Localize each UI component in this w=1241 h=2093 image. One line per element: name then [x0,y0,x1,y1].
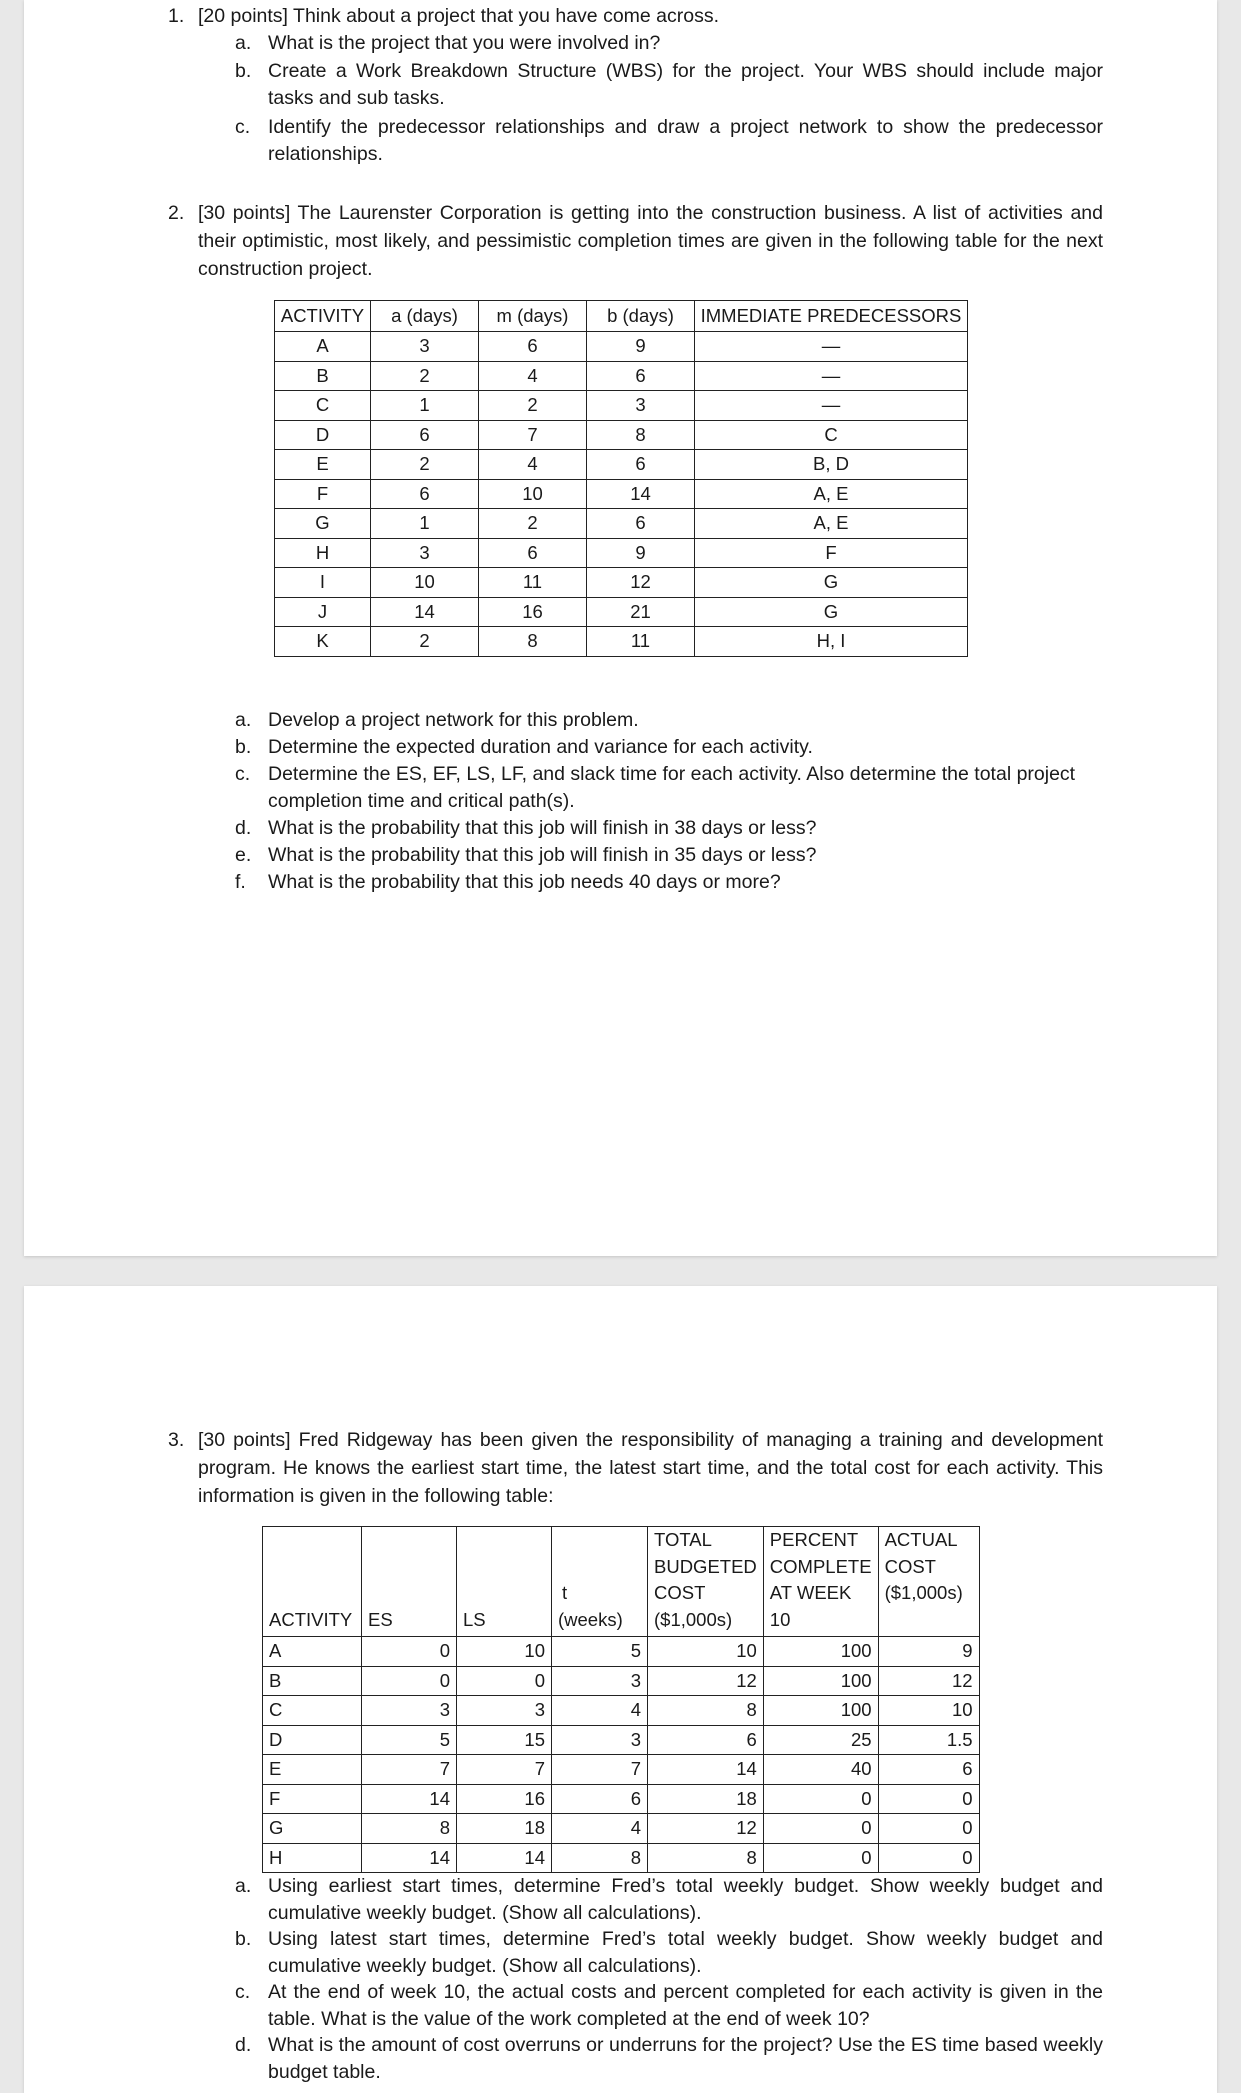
table-cell: H [263,1843,362,1873]
table-cell: 40 [763,1755,878,1785]
header-line: ($1,000s) [654,1608,733,1630]
part-text: Identify the predecessor relationships and draw a project network to show the predecessor relationships. [268,116,1103,165]
column-header: ACTIVITY [263,1527,362,1637]
part-text: Using earliest start times, determine Fred’s total weekly budget. Show weekly budget and cumulative weekly budget. (Show all calculations). [268,1875,1103,1924]
table-cell: 100 [763,1696,878,1726]
table-cell: 25 [763,1725,878,1755]
table-cell: 0 [763,1814,878,1844]
table-cell: 14 [362,1784,457,1814]
table-cell: 7 [362,1755,457,1785]
table-cell: 12 [648,1666,764,1696]
table-cell: D [263,1725,362,1755]
table-row [275,627,968,657]
table-row [263,1784,980,1814]
question-part [198,2032,1103,2085]
question-1 [168,2,1103,168]
part-text: What is the probability that this job will finish in 38 days or less? [268,817,817,839]
table-cell: 6 [479,538,587,568]
table-cell: I [275,568,371,598]
question-number: 1. [168,5,185,27]
table-row [275,597,968,627]
table-cell: 10 [479,479,587,509]
table-cell: 3 [552,1666,648,1696]
table-cell: G [263,1814,362,1844]
table-cell: 4 [479,450,587,480]
table-cell: A, E [695,509,968,539]
part-text: What is the project that you were involved in? [268,32,661,54]
part-text: What is the probability that this job will finish in 35 days or less? [268,844,817,866]
question-part [198,1979,1103,2032]
table-row [275,479,968,509]
table-row [275,509,968,539]
table-cell: 18 [648,1784,764,1814]
part-label: a. [235,1875,252,1897]
table-cell: C [275,391,371,421]
question-2-parts [198,707,1103,896]
table-cell: 8 [552,1843,648,1873]
part-label: d. [235,817,252,839]
header-line: TOTAL [654,1529,712,1550]
column-header-t [552,1527,648,1637]
table-row [275,568,968,598]
part-label: e. [235,844,252,866]
column-header: LS [457,1527,552,1637]
part-label: a. [235,32,252,54]
column-header: ACTIVITY [275,301,371,332]
question-text: [30 points] Fred Ridgeway has been given the responsibility of managing a training and development program. He knows the earliest start time, the latest start time, and the total cost for each activity. This information is given in the following table: [198,1429,1103,1507]
table-cell: 2 [371,627,479,657]
table-header-row [275,301,968,332]
table-cell: 6 [371,420,479,450]
part-text: Determine the ES, EF, LS, LF, and slack time for each activity. Also determine the total project completion time and critical path(s). [268,763,1076,812]
table-cell: 6 [587,361,695,391]
question-part [198,734,1103,761]
table-cell: 0 [763,1784,878,1814]
activity-time-table [274,300,968,657]
column-header: ES [362,1527,457,1637]
table-cell: 3 [457,1696,552,1726]
question-number: 2. [168,202,185,224]
table-cell: 6 [371,479,479,509]
part-text: What is the probability that this job needs 40 days or more? [268,871,781,893]
table-cell: 12 [587,568,695,598]
table-cell: 10 [371,568,479,598]
table-cell: 8 [648,1696,764,1726]
document-page-1 [24,0,1217,1256]
table-cell: 5 [552,1637,648,1667]
table-cell: 8 [648,1843,764,1873]
question-part [198,1926,1103,1979]
table-cell: A [263,1637,362,1667]
table-cell: 10 [878,1696,979,1726]
table-cell: A, E [695,479,968,509]
table-cell: F [695,538,968,568]
table-cell: 14 [362,1843,457,1873]
header-line: 10 [769,1608,791,1630]
table-cell: 14 [457,1843,552,1873]
table-cell: 6 [878,1755,979,1785]
table-cell: F [275,479,371,509]
table-cell: 9 [587,332,695,362]
header-line: PERCENT [769,1529,859,1550]
column-header: b (days) [587,301,695,332]
table-cell: 0 [878,1814,979,1844]
part-label: f. [235,871,246,893]
table-cell: 2 [371,361,479,391]
table-header-row [263,1527,980,1637]
header-line: BUDGETED [654,1555,757,1577]
header-line: COMPLETE [769,1555,872,1577]
table-cell: 2 [479,509,587,539]
table-row [263,1755,980,1785]
header-line: AT WEEK [769,1582,852,1603]
table-row [263,1637,980,1667]
part-text: What is the amount of cost overruns or underruns for the project? Use the ES time based weekly budget table. [268,2034,1103,2083]
table-cell: D [275,420,371,450]
table-cell: 100 [763,1666,878,1696]
table-cell: 3 [552,1725,648,1755]
table-cell: — [695,391,968,421]
table-cell: 12 [878,1666,979,1696]
table-cell: 16 [457,1784,552,1814]
table-cell: 12 [648,1814,764,1844]
table-row [275,391,968,421]
question-text: [30 points] The Laurenster Corporation is getting into the construction business. A list of activities and their optimistic, most likely, and pessimistic completion times are given in the following table for the next construction project. [198,202,1103,280]
table-cell: 5 [362,1725,457,1755]
header-line: COST [884,1555,936,1577]
question-part [198,869,1103,896]
table-cell: 2 [371,450,479,480]
table-cell: H, I [695,627,968,657]
table-cell: 9 [587,538,695,568]
table-cell: E [275,450,371,480]
table-row [263,1843,980,1873]
table-cell: 10 [457,1637,552,1667]
table-cell: B [275,361,371,391]
question-part [198,842,1103,869]
table-cell: G [695,597,968,627]
table-cell: 1.5 [878,1725,979,1755]
table-cell: 18 [457,1814,552,1844]
table-row [275,450,968,480]
question-2 [168,199,1103,283]
table-cell: 100 [763,1637,878,1667]
table-cell: 0 [878,1784,979,1814]
table-row [275,332,968,362]
document-page-2 [24,1286,1217,2093]
question-part [198,707,1103,734]
table-cell: 6 [587,450,695,480]
part-text: Develop a project network for this problem. [268,709,639,731]
table-cell: J [275,597,371,627]
table-cell: 10 [648,1637,764,1667]
table-cell: 3 [371,538,479,568]
table-row [275,361,968,391]
question-part [198,815,1103,842]
question-text: [20 points] Think about a project that you have come across. [198,5,720,27]
part-label: b. [235,60,252,82]
column-header-budget [648,1527,764,1637]
table-cell: G [275,509,371,539]
column-header-actual [878,1527,979,1637]
question-part [198,58,1103,112]
table-cell: H [275,538,371,568]
table-cell: 0 [878,1843,979,1873]
table-cell: 6 [479,332,587,362]
part-label: a. [235,709,252,731]
question-3 [168,1426,1103,1510]
table-cell: 0 [362,1666,457,1696]
table-cell: 8 [479,627,587,657]
table-cell: 3 [587,391,695,421]
table-cell: 16 [479,597,587,627]
column-header-percent [763,1527,878,1637]
part-label: c. [235,1981,251,2003]
table-cell: C [695,420,968,450]
table-cell: B [263,1666,362,1696]
column-header: IMMEDIATE PREDECESSORS [695,301,968,332]
header-line: ($1,000s) [884,1582,963,1603]
table-row [263,1666,980,1696]
part-text: Create a Work Breakdown Structure (WBS) for the project. Your WBS should include major tasks and sub tasks. [268,60,1103,109]
table-cell: 8 [587,420,695,450]
table-cell: 14 [371,597,479,627]
training-budget-table [262,1526,980,1873]
part-label: d. [235,2034,252,2056]
table-cell: 4 [479,361,587,391]
header-line: ACTUAL [884,1529,958,1550]
question-part [198,30,1103,57]
table-row [263,1814,980,1844]
table-cell: 6 [648,1725,764,1755]
table-cell: 21 [587,597,695,627]
table-cell: 15 [457,1725,552,1755]
part-text: At the end of week 10, the actual costs and percent completed for each activity is given in the table. What is the value of the work completed at the end of week 10? [268,1981,1103,2030]
table-cell: G [695,568,968,598]
table-row [263,1696,980,1726]
part-label: c. [235,116,251,138]
header-line: COST [654,1582,706,1603]
question-part [198,114,1103,168]
table-cell: 7 [479,420,587,450]
table-cell: 11 [479,568,587,598]
table-cell: 3 [362,1696,457,1726]
table-cell: 14 [648,1755,764,1785]
table-cell: A [275,332,371,362]
table-cell: E [263,1755,362,1785]
header-line: t [562,1582,568,1603]
table-cell: 6 [552,1784,648,1814]
question-part [198,761,1103,815]
column-header: a (days) [371,301,479,332]
table-cell: 1 [371,391,479,421]
table-cell: 0 [457,1666,552,1696]
column-header: m (days) [479,301,587,332]
table-cell: B, D [695,450,968,480]
table-row [275,538,968,568]
table-row [275,420,968,450]
table-cell: 0 [763,1843,878,1873]
table-cell: C [263,1696,362,1726]
table-cell: 9 [878,1637,979,1667]
table-cell: F [263,1784,362,1814]
question-3-parts [198,1873,1103,2085]
table-cell: 11 [587,627,695,657]
table-cell: 7 [552,1755,648,1785]
table-cell: 3 [371,332,479,362]
table-cell: 1 [371,509,479,539]
table-row [263,1725,980,1755]
table-cell: 14 [587,479,695,509]
table-cell: 8 [362,1814,457,1844]
part-text: Using latest start times, determine Fred’s total weekly budget. Show weekly budget and cumulative weekly budget. (Show all calculations). [268,1928,1103,1977]
table-cell: — [695,361,968,391]
table-cell: 7 [457,1755,552,1785]
part-label: b. [235,1928,252,1950]
part-label: b. [235,736,252,758]
table-cell: — [695,332,968,362]
table-cell: 4 [552,1814,648,1844]
table-cell: 6 [587,509,695,539]
question-part [198,1873,1103,1926]
question-number: 3. [168,1429,185,1451]
header-line: (weeks) [558,1608,623,1630]
part-text: Determine the expected duration and variance for each activity. [268,736,813,758]
table-cell: 0 [362,1637,457,1667]
table-cell: 2 [479,391,587,421]
table-cell: 4 [552,1696,648,1726]
table-cell: K [275,627,371,657]
part-label: c. [235,763,251,785]
